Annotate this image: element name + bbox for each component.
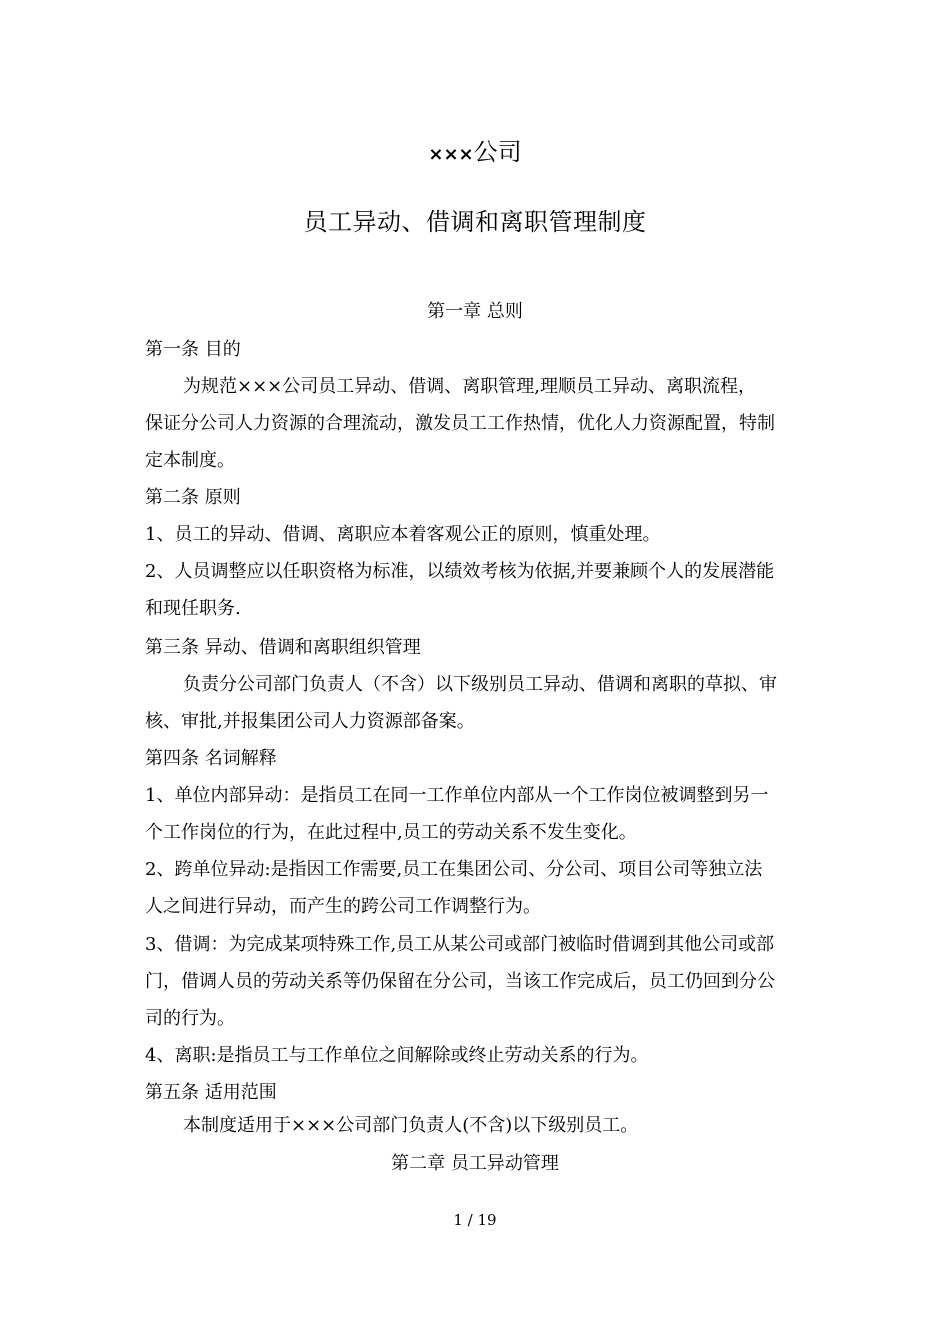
article-4-item-continued: 人之间进行异动，而产生的跨公司工作调整行为。 [145, 896, 541, 917]
article-1-heading: 第一条 目的 [145, 339, 241, 360]
article-5-paragraph-line: 本制度适用于×××公司部门负责人(不含)以下级别员工。 [183, 1115, 639, 1136]
article-4-item-continued: 个工作岗位的行为，在此过程中,员工的劳动关系不发生变化。 [145, 822, 637, 843]
article-4-item: 1、单位内部异动：是指员工在同一工作单位内部从一个工作岗位被调整到另一 [145, 785, 769, 806]
article-2-item-continued: 和现任职务. [145, 598, 241, 619]
document-title: 员工异动、借调和离职管理制度 [303, 208, 647, 236]
company-prefix: ××× [428, 144, 474, 165]
article-4-item-continued: 司的行为。 [145, 1008, 235, 1029]
article-4-item: 2、跨单位异动:是指因工作需要,员工在集团公司、分公司、项目公司等独立法 [145, 859, 763, 880]
article-3-heading: 第三条 异动、借调和离职组织管理 [145, 637, 421, 658]
page-number: 1 / 19 [453, 1211, 497, 1229]
chapter-heading-2: 第二章 员工异动管理 [391, 1153, 559, 1174]
company-heading [0, 136, 950, 171]
article-1-paragraph-line: 保证分公司人力资源的合理流动，激发员工工作热情，优化人力资源配置，特制 [145, 413, 775, 434]
article-3-paragraph-line: 核、审批,并报集团公司人力资源部备案。 [145, 711, 475, 732]
company-name: 公司 [473, 138, 522, 166]
chapter-heading-1: 第一章 总则 [427, 301, 523, 322]
article-2-heading: 第二条 原则 [145, 487, 241, 508]
article-4-item-continued: 门，借调人员的劳动关系等仍保留在分公司，当该工作完成后，员工仍回到分公 [145, 971, 775, 992]
article-4-item: 4、离职:是指员工与工作单位之间解除或终止劳动关系的行为。 [145, 1045, 649, 1066]
article-5-heading: 第五条 适用范围 [145, 1082, 277, 1103]
article-4-item: 3、借调：为完成某项特殊工作,员工从某公司或部门被临时借调到其他公司或部 [145, 934, 775, 955]
article-1-paragraph-line: 定本制度。 [145, 450, 235, 471]
article-2-item: 2、人员调整应以任职资格为标准，以绩效考核为依据,并要兼顾个人的发展潜能 [145, 561, 775, 582]
article-1-paragraph-line: 为规范×××公司员工异动、借调、离职管理,理顺员工异动、离职流程， [183, 376, 756, 397]
article-2-item: 1、员工的异动、借调、离职应本着客观公正的原则，慎重处理。 [145, 524, 661, 545]
article-3-paragraph-line: 负责分公司部门负责人（不含）以下级别员工异动、借调和离职的草拟、审 [183, 674, 777, 695]
article-4-heading: 第四条 名词解释 [145, 748, 277, 769]
